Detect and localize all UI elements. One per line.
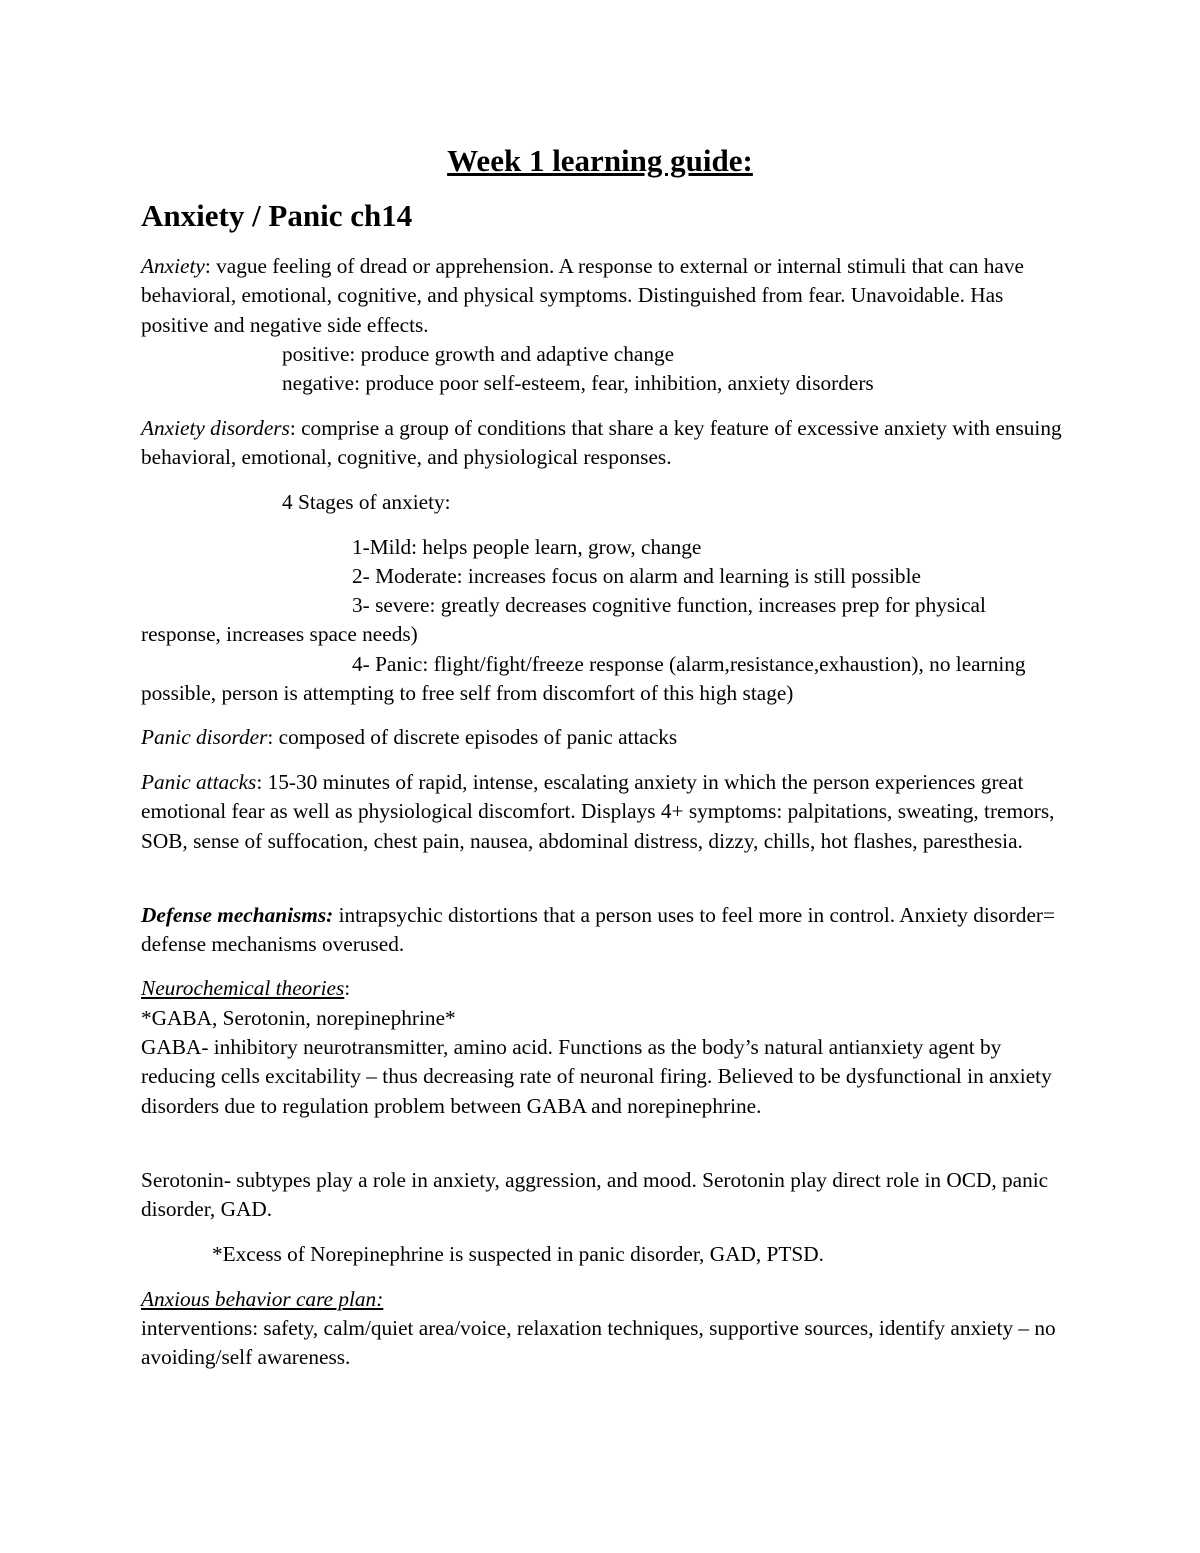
anxiety-paragraph: [141, 252, 1066, 340]
panic-disorder-term: Panic disorder: [141, 725, 268, 749]
care-plan-heading: [141, 1285, 1066, 1314]
neurochemical-term: Neurochemical theories: [141, 976, 345, 1000]
anxiety-positive: positive: produce growth and adaptive change: [282, 342, 675, 366]
document-title: Week 1 learning guide:: [447, 143, 753, 178]
stage-item: 3- severe: greatly decreases cognitive function, increases prep for physical response, increases space needs): [141, 593, 986, 647]
stage-item: 4- Panic: flight/fight/freeze response (alarm,resistance,exhaustion), no learning possible, person is attempting to free self from discomfort of this high stage): [141, 652, 1026, 706]
panic-disorder-definition: : composed of discrete episodes of panic attacks: [267, 725, 678, 749]
stage-item: 2- Moderate: increases focus on alarm and learning is still possible: [352, 564, 921, 588]
anxiety-disorders-definition: : comprise a group of conditions that share a key feature of excessive anxiety with ensuing behavioral, emotional, cognitive, and physiological responses.: [141, 416, 1062, 470]
panic-attacks-term: Panic attacks: [141, 770, 257, 794]
panic-attacks-paragraph: [141, 768, 1066, 856]
gaba-paragraph: GABA- inhibitory neurotransmitter, amino acid. Functions as the body’s natural antianxiety agent by reducing cells excitability – thus decreasing rate of neuronal firing. Believed to be dysfunctional in anxiety disorders due to regulation problem between GABA and norepinephrine.: [141, 1035, 1052, 1118]
norepinephrine-note: *Excess of Norepinephrine is suspected in panic disorder, GAD, PTSD.: [212, 1242, 824, 1266]
anxiety-negative: negative: produce poor self-esteem, fear, inhibition, anxiety disorders: [282, 371, 874, 395]
defense-mechanisms-paragraph: [141, 901, 1066, 960]
defense-mechanisms-term: Defense mechanisms:: [141, 903, 334, 927]
neurochemical-heading: [141, 974, 1066, 1003]
anxiety-disorders-paragraph: [141, 414, 1066, 473]
stage-item: 1-Mild: helps people learn, grow, change: [352, 535, 702, 559]
serotonin-paragraph: Serotonin- subtypes play a role in anxiety, aggression, and mood. Serotonin play direct role in OCD, panic disorder, GAD.: [141, 1168, 1049, 1222]
panic-disorder-paragraph: [141, 723, 1066, 752]
defense-mechanisms-definition: intrapsychic distortions that a person uses to feel more in control. Anxiety disorder= defense mechanisms overused.: [141, 903, 1056, 957]
anxiety-disorders-term: Anxiety disorders: [141, 416, 290, 440]
care-plan-interventions: interventions: safety, calm/quiet area/voice, relaxation techniques, supportive sources, identify anxiety – no avoiding/self awareness.: [141, 1316, 1056, 1370]
section-heading: Anxiety / Panic ch14: [141, 198, 413, 233]
neurochemical-list: *GABA, Serotonin, norepinephrine*: [141, 1006, 456, 1030]
anxiety-term: Anxiety: [141, 254, 205, 278]
panic-attacks-definition: : 15-30 minutes of rapid, intense, escalating anxiety in which the person experiences great emotional fear as well as physiological discomfort. Displays 4+ symptoms: palpitations, sweating, tremors, SOB, sense of suffocation, chest pain, nausea, abdominal distress, dizzy, chills, hot flashes, paresthesia.: [141, 770, 1055, 853]
neurochemical-colon: :: [344, 976, 351, 1000]
anxiety-definition: : vague feeling of dread or apprehension. A response to external or internal stimuli that can have behavioral, emotional, cognitive, and physical symptoms. Distinguished from fear. Unavoidable. Has positive and negative side effects.: [141, 254, 1024, 337]
care-plan-term: Anxious behavior care plan:: [141, 1287, 384, 1311]
stages-heading: 4 Stages of anxiety:: [282, 490, 451, 514]
